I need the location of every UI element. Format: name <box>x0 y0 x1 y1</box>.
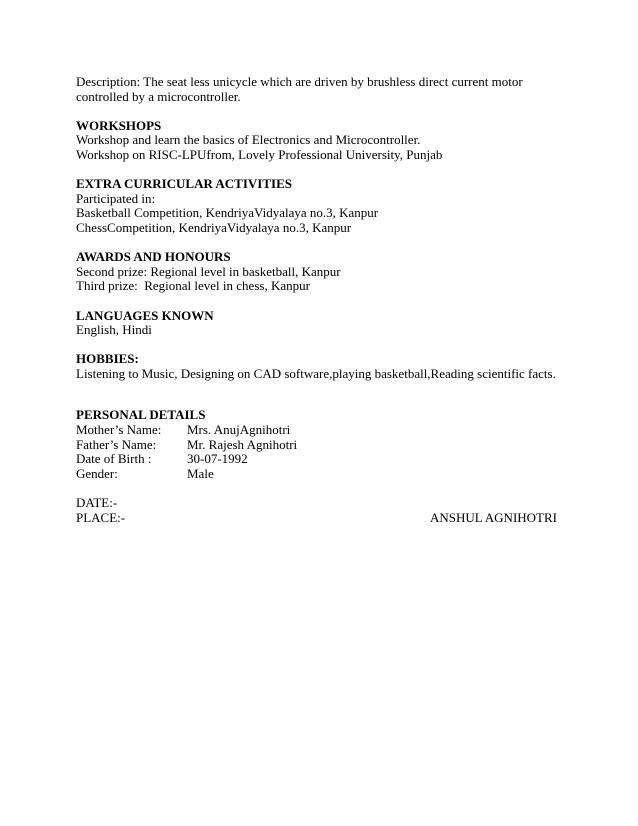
workshop-item: Workshop on RISC-LPUfrom, Lovely Professional University, Punjab <box>76 146 443 162</box>
personal-row-gender <box>76 467 566 482</box>
signature-block <box>76 496 566 525</box>
personal-label: Gender: <box>76 465 118 481</box>
languages-value: English, Hindi <box>76 322 152 338</box>
personal-label: Date of Birth : <box>76 451 152 467</box>
date-label: DATE:- <box>76 495 118 511</box>
activity-item: Participated in: <box>76 190 156 206</box>
personal-details-heading: PERSONAL DETAILS <box>76 407 206 423</box>
workshop-item: Workshop and learn the basics of Electronics and Microcontroller. <box>76 132 421 148</box>
activity-item: ChessCompetition, KendriyaVidyalaya no.3, Kanpur <box>76 219 352 235</box>
personal-label: Mother’s Name: <box>76 422 162 438</box>
personal-value: Male <box>187 465 214 481</box>
place-label: PLACE:- <box>76 509 126 525</box>
awards-section <box>76 250 566 294</box>
hobbies-section <box>76 352 566 381</box>
resume-page <box>76 75 566 525</box>
award-item: Third prize: Regional level in chess, Kanpur <box>76 278 310 294</box>
signature-name: ANSHUL AGNIHOTRI <box>430 509 557 525</box>
personal-value: 30-07-1992 <box>187 451 248 467</box>
languages-section <box>76 309 566 338</box>
extra-curricular-heading: EXTRA CURRICULAR ACTIVITIES <box>76 176 292 192</box>
workshops-heading: WORKSHOPS <box>76 117 162 133</box>
hobbies-heading: HOBBIES: <box>76 351 139 367</box>
personal-details-section <box>76 408 566 481</box>
languages-heading: LANGUAGES KNOWN <box>76 307 214 323</box>
extra-curricular-section <box>76 177 566 235</box>
personal-row-father <box>76 438 566 453</box>
project-description: Description: The seat less unicycle which are driven by brushless direct current motor controlled by a microcontroller. <box>76 74 523 104</box>
award-item: Second prize: Regional level in basketball, Kanpur <box>76 263 341 279</box>
workshops-section <box>76 119 566 163</box>
awards-heading: AWARDS AND HONOURS <box>76 249 231 265</box>
personal-row-dob <box>76 452 566 467</box>
place-signature-row <box>76 511 557 526</box>
activity-item: Basketball Competition, KendriyaVidyalaya no.3, Kanpur <box>76 205 379 221</box>
personal-label: Father’s Name: <box>76 436 157 452</box>
personal-row-mother <box>76 423 566 438</box>
personal-value: Mr. Rajesh Agnihotri <box>187 436 298 452</box>
personal-value: Mrs. AnujAgnihotri <box>187 422 291 438</box>
hobbies-value: Listening to Music, Designing on CAD software,playing basketball,Reading scientific facts. <box>76 365 556 381</box>
